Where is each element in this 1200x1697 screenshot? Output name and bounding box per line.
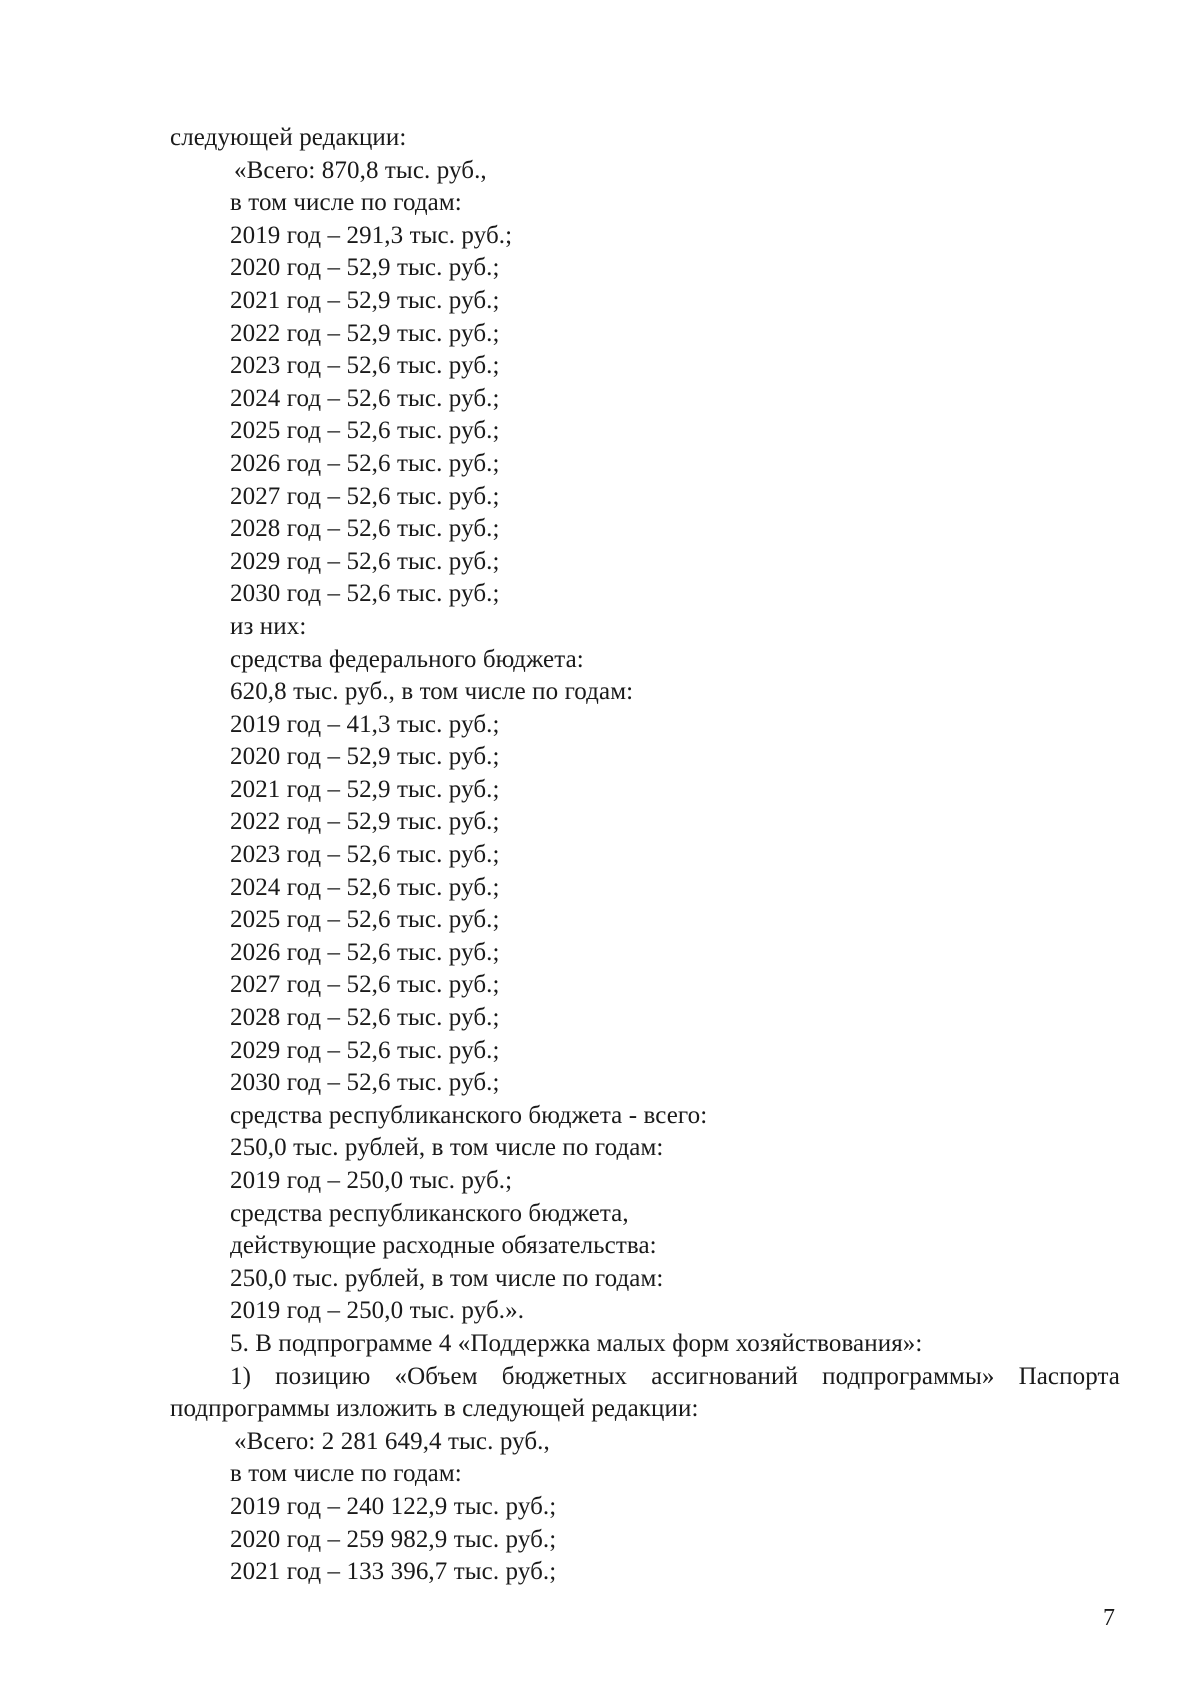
text-line: 2026 год – 52,6 тыс. руб.; — [230, 938, 500, 966]
text-line: в том числе по годам: — [230, 189, 462, 217]
text-line: 2028 год – 52,6 тыс. руб.; — [230, 515, 500, 543]
text-line: 2019 год – 250,0 тыс. руб.; — [230, 1167, 513, 1194]
text-line: подпрограммы изложить в следующей редакции: — [170, 1395, 699, 1423]
text-line: 2025 год – 52,6 тыс. руб.; — [230, 906, 500, 934]
text-line: 1) позицию «Объем бюджетных ассигнований подпрограммы» Паспорта — [230, 1362, 1120, 1390]
text-line: 5. В подпрограмме 4 «Поддержка малых форм хозяйствования»: — [230, 1329, 923, 1357]
text-line: 2027 год – 52,6 тыс. руб.; — [230, 971, 500, 999]
text-line: 250,0 тыс. рублей, в том числе по годам: — [230, 1264, 664, 1292]
text-line: 2022 год – 52,9 тыс. руб.; — [230, 319, 500, 347]
text-line: из них: — [230, 612, 307, 640]
text-line: 2030 год – 52,6 тыс. руб.; — [230, 580, 500, 608]
text-line: 2019 год – 250,0 тыс. руб.». — [230, 1297, 525, 1325]
text-line: «Всего: 2 281 649,4 тыс. руб., — [234, 1427, 550, 1455]
text-line: 2021 год – 52,9 тыс. руб.; — [230, 286, 500, 314]
text-line: 2027 год – 52,6 тыс. руб.; — [230, 482, 500, 510]
page-number: 7 — [1103, 1605, 1115, 1631]
text-line: 250,0 тыс. рублей, в том числе по годам: — [230, 1134, 664, 1162]
text-line: 2030 год – 52,6 тыс. руб.; — [230, 1069, 500, 1097]
text-line: средства республиканского бюджета - всего: — [230, 1101, 708, 1129]
text-line: 2020 год – 52,9 тыс. руб.; — [230, 743, 500, 771]
text-line: 2028 год – 52,6 тыс. руб.; — [230, 1004, 500, 1032]
text-line: действующие расходные обязательства: — [230, 1232, 657, 1260]
text-line: 2020 год – 259 982,9 тыс. руб.; — [230, 1525, 557, 1553]
text-line: «Всего: 870,8 тыс. руб., — [234, 156, 487, 184]
text-line: 2022 год – 52,9 тыс. руб.; — [230, 808, 500, 836]
text-line: 2024 год – 52,6 тыс. руб.; — [230, 873, 500, 901]
text-line: средства республиканского бюджета, — [230, 1199, 629, 1227]
text-line: 2021 год – 52,9 тыс. руб.; — [230, 775, 500, 803]
text-line: 2019 год – 41,3 тыс. руб.; — [230, 710, 500, 738]
text-line: в том числе по годам: — [230, 1460, 462, 1488]
text-line: 2024 год – 52,6 тыс. руб.; — [230, 384, 500, 412]
text-line: 2019 год – 240 122,9 тыс. руб.; — [230, 1492, 557, 1520]
text-line: 2019 год – 291,3 тыс. руб.; — [230, 221, 513, 249]
text-line: 2025 год – 52,6 тыс. руб.; — [230, 417, 500, 445]
text-line: 2023 год – 52,6 тыс. руб.; — [230, 352, 500, 380]
text-line: 2023 год – 52,6 тыс. руб.; — [230, 841, 500, 869]
text-line: 2026 год – 52,6 тыс. руб.; — [230, 449, 500, 477]
text-line: следующей редакции: — [170, 124, 407, 151]
text-line: средства федерального бюджета: — [230, 645, 584, 673]
text-line: 2029 год – 52,6 тыс. руб.; — [230, 547, 500, 575]
document-body — [0, 122, 1200, 1589]
text-line: 2021 год – 133 396,7 тыс. руб.; — [230, 1558, 557, 1586]
text-line: 2020 год – 52,9 тыс. руб.; — [230, 254, 500, 282]
text-line: 2029 год – 52,6 тыс. руб.; — [230, 1036, 500, 1064]
text-line: 620,8 тыс. руб., в том числе по годам: — [230, 678, 634, 706]
